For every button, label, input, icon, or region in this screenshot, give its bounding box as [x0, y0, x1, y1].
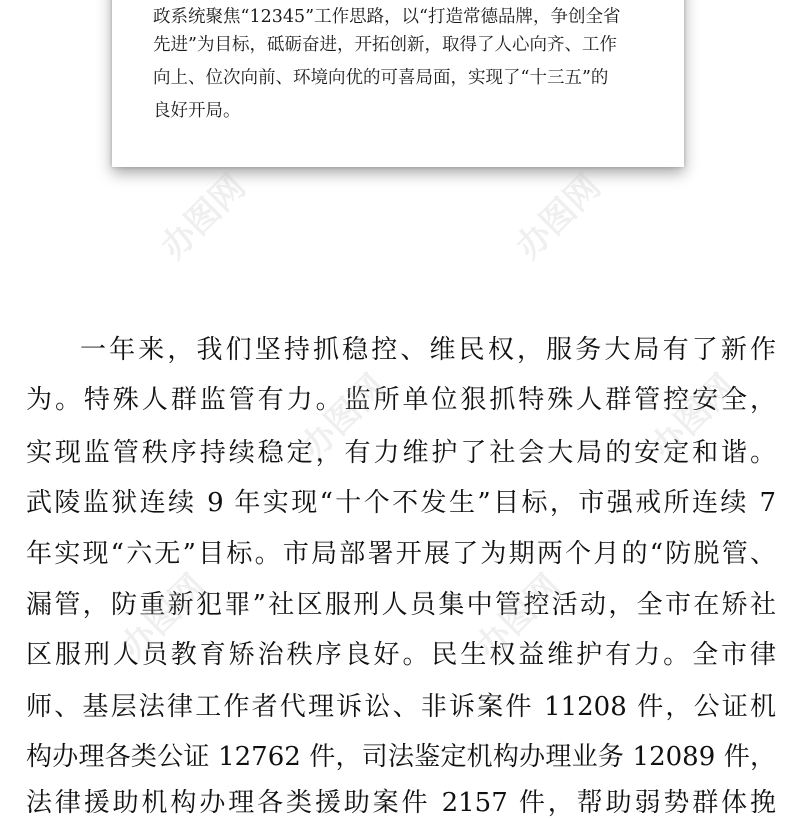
body-paragraph-line: 为。特殊人群监管有力。监所单位狠抓特殊人群管控安全，: [26, 385, 776, 415]
card-text-line: 良好开局。: [153, 101, 241, 121]
card-text-line: 先进”为目标，砥砺奋进，开拓创新，取得了人心向齐、工作: [153, 35, 617, 55]
card-text-line: 向上、位次向前、环境向优的可喜局面，实现了“十三五”的: [153, 68, 609, 88]
watermark: 办图网: [468, 566, 569, 668]
body-paragraph-line: 师、基层法律工作者代理诉讼、非诉案件 11208 件，公证机: [26, 692, 776, 722]
watermark: 办图网: [113, 566, 214, 668]
body-paragraph-line: 实现监管秩序持续稳定，有力维护了社会大局的安定和谐。: [26, 438, 776, 468]
watermark: 办图网: [293, 366, 394, 468]
watermark: 办图网: [643, 366, 744, 468]
watermark: 办图网: [153, 166, 254, 268]
card-text-line: 政系统聚焦“12345”工作思路，以“打造常德品牌，争创全省: [153, 7, 621, 27]
body-paragraph-line: 一年来，我们坚持抓稳控、维民权，服务大局有了新作: [80, 335, 776, 365]
body-paragraph-line: 区服刑人员教育矫治秩序良好。民生权益维护有力。全市律: [26, 640, 776, 670]
body-paragraph-line: 武陵监狱连续 9 年实现“十个不发生”目标，市强戒所连续 7: [26, 488, 776, 518]
body-paragraph-line: 构办理各类公证 12762 件，司法鉴定机构办理业务 12089 件，: [26, 742, 776, 772]
body-paragraph-line: 漏管，防重新犯罪”社区服刑人员集中管控活动，全市在矫社: [26, 590, 776, 620]
watermark: 办图网: [508, 166, 609, 268]
body-paragraph-line: 法律援助机构办理各类援助案件 2157 件，帮助弱势群体挽: [26, 788, 776, 818]
body-paragraph-line: 年实现“六无”目标。市局部署开展了为期两个月的“防脱管、: [26, 539, 776, 569]
